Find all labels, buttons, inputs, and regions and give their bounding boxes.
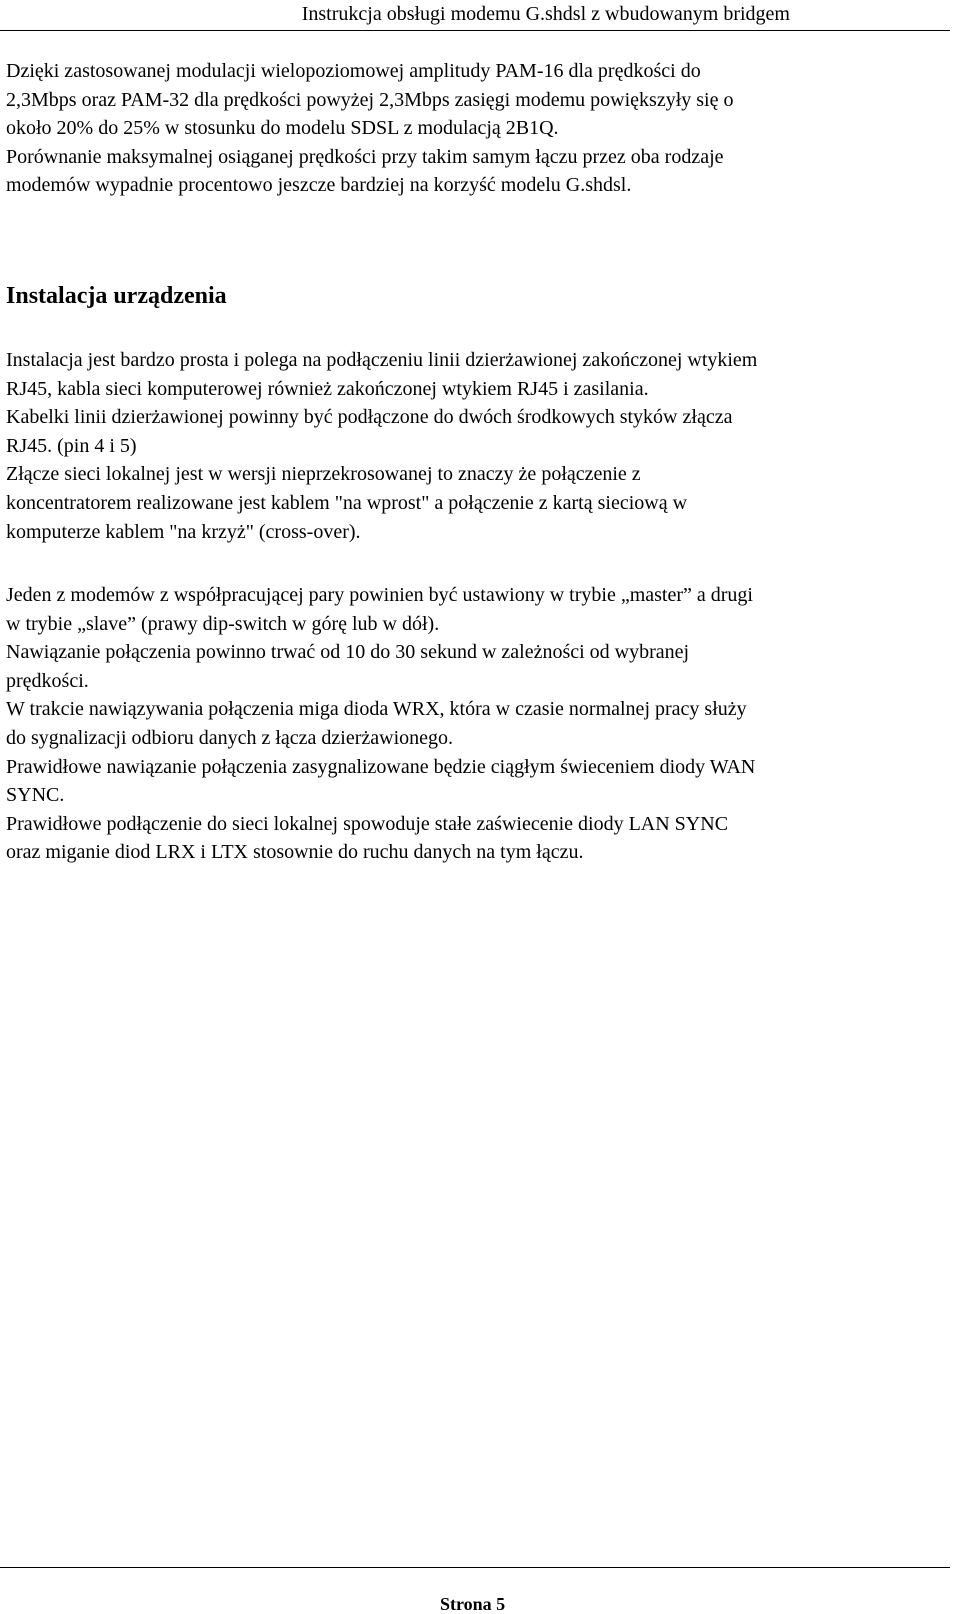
text-line: RJ45. (pin 4 i 5) [6,434,137,457]
configuration-paragraph [6,581,958,867]
text-line: Jeden z modemów z współpracującej pary powinien być ustawiony w trybie „master” a drugi [6,584,753,606]
text-line: oraz miganie diod LRX i LTX stosownie do ruchu danych na tym łączu. [6,841,584,864]
text-line: prędkości. [6,669,89,692]
text-line: do sygnalizacji odbioru danych z łącza dzierżawionego. [6,726,454,749]
intro-line: Dzięki zastosowanej modulacji wielopoziomowej amplitudy PAM-16 dla prędkości do [6,60,701,82]
document-title: Instrukcja obsługi modemu G.shdsl z wbudowanym bridgem [301,3,790,25]
section-heading: Instalacja urządzenia [6,283,227,309]
intro-paragraph [6,57,958,200]
text-line: RJ45, kabla sieci komputerowej również zakończonej wtykiem RJ45 i zasilania. [6,377,649,400]
text-line: Kabelki linii dzierżawionej powinny być podłączone do dwóch środkowych styków złącza [6,406,733,429]
intro-line: Porównanie maksymalnej osiąganej prędkości przy takim samym łączu przez oba rodzaje [6,145,724,168]
text-line: Instalacja jest bardzo prosta i polega na podłączeniu linii dzierżawionej zakończonej wtykiem [6,349,758,371]
installation-paragraph [6,346,958,546]
page-footer [0,1567,950,1614]
text-line: koncentratorem realizowane jest kablem "na wprost" a połączenie z kartą sieciową w [6,491,688,514]
text-line: w trybie „slave” (prawy dip-switch w górę lub w dół). [6,612,440,635]
text-line: SYNC. [6,784,65,807]
text-line: W trakcie nawiązywania połączenia miga dioda WRX, która w czasie normalnej pracy służy [6,698,747,721]
page-header [0,0,950,31]
text-line: Nawiązanie połączenia powinno trwać od 10 do 30 sekund w zależności od wybranej [6,641,690,664]
intro-line: około 20% do 25% w stosunku do modelu SDSL z modulacją 2B1Q. [6,117,559,140]
intro-line: modemów wypadnie procentowo jeszcze bardziej na korzyść modelu G.shdsl. [6,174,632,197]
text-line: Złącze sieci lokalnej jest w wersji nieprzekrosowanej to znaczy że połączenie z [6,463,641,486]
intro-line: 2,3Mbps oraz PAM-32 dla prędkości powyżej 2,3Mbps zasięgi modemu powiększyły się o [6,88,734,111]
page-number: Strona 5 [440,1594,506,1614]
text-line: komputerze kablem "na krzyż" (cross-over). [6,520,361,543]
text-line: Prawidłowe podłączenie do sieci lokalnej spowoduje stałe zaświecenie diody LAN SYNC [6,812,729,835]
text-line: Prawidłowe nawiązanie połączenia zasygnalizowane będzie ciągłym świeceniem diody WAN [6,755,756,778]
